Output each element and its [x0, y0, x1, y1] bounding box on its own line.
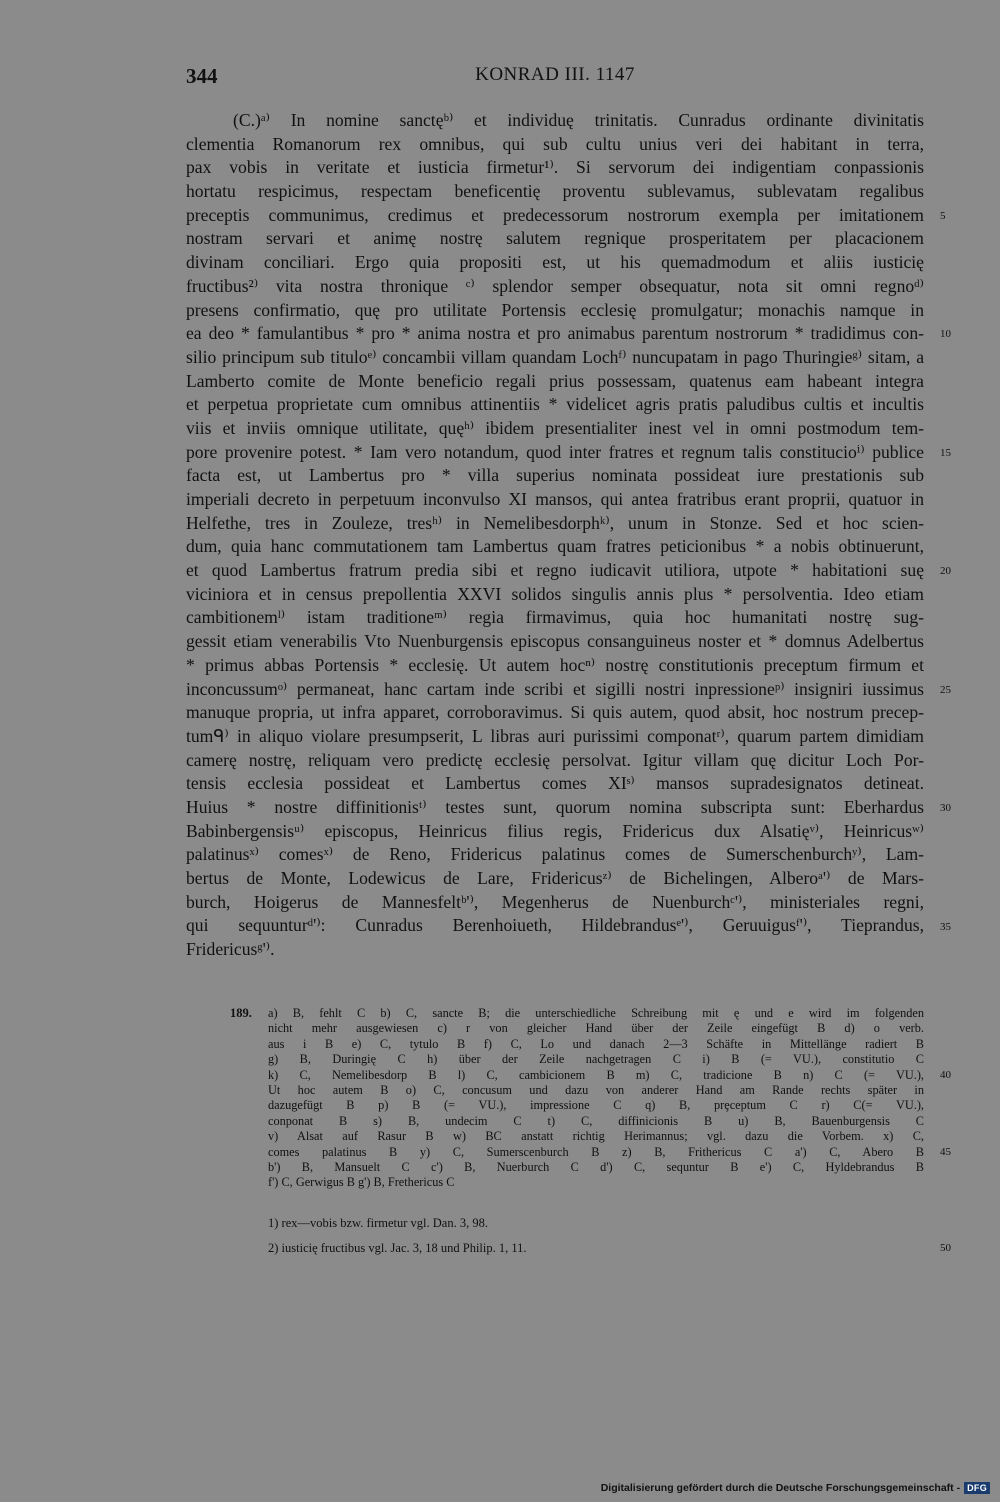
page-header	[186, 64, 924, 88]
apparatus-line: conponat B s) B, undecim C t) C, diffinicionis B u) B, Bauenburgensis C	[268, 1113, 924, 1128]
text-line: fructibus²⁾ vita nostra thronique ᶜ⁾ splendor semper obsequatur, nota sit omni regnoᵈ⁾	[186, 275, 924, 296]
footnote-line-number: 50	[940, 1242, 951, 1254]
text-line: camerę nostrę, reliquam vero predictę ecclesię persolvat. Igitur villam quę dicitur Loch Por-	[186, 749, 924, 770]
apparatus-line: f') C, Gerwigus B g') B, Frethericus C	[268, 1175, 455, 1190]
apparatus-line: comes palatinus B y) C, Sumerscenburch B z) B, Frithericus C a') C, Abero B	[268, 1144, 924, 1159]
charter-text	[186, 109, 924, 962]
text-line: pax vobis in veritate et iusticia firmetur¹⁾. Si servorum dei indigentiam conpassionis	[186, 157, 924, 178]
text-line: burch, Hoigerus de Mannesfeltᵇ'⁾, Megenherus de Nuenburchᶜ'⁾, ministeriales regni,	[186, 891, 924, 912]
credit-text: Digitalisierung gefördert durch die Deutsche Forschungsgemeinschaft -	[600, 1482, 961, 1494]
line-number: 25	[940, 683, 951, 696]
text-line: viis et inviis omnique utilitate, quęʰ⁾ ibidem presentialiter inest vel in omni postmodum tem-	[186, 417, 924, 438]
apparatus-line: g) B, Duringię C h) über der Zeile nachgetragen C i) B (= VU.), constitutio C	[268, 1052, 924, 1067]
critical-apparatus	[268, 1006, 924, 1191]
text-line: pore provenire potest. * Iam vero notandum, quod inter fratres et regnum talis constitucioⁱ⁾ publice	[186, 441, 924, 462]
text-line: tumᑫ⁾ in aliquo violare presumpserit, L libras auri purissimi componatʳ⁾, quarum partem dimidiam	[186, 725, 924, 746]
line-number: 35	[940, 920, 951, 933]
text-line: inconcussumᵒ⁾ permaneat, hanc cartam inde scribi et sigilli nostri inpressioneᵖ⁾ insigniri iussimus	[186, 678, 924, 699]
text-line: dum, quia hanc commutationem tam Lambertus quam fratres peticionibus * a nobis obtinuerunt,	[186, 536, 924, 557]
apparatus-line: dazugefügt B p) B (= VU.), impressione C q) B, prȩceptum C r) C(= VU.),	[268, 1098, 924, 1113]
text-line: et perpetua proprietate cum omnibus attinentiis * videlicet agris pratis paludibus cultis et incultis	[186, 394, 924, 415]
text-line: silio principum sub tituloᵉ⁾ concambii villam quandam Lochᶠ⁾ nuncupatam in pago Thuringieᵍ⁾ sitam, a	[186, 346, 924, 367]
line-number: 5	[940, 209, 946, 222]
text-line: qui sequunturᵈ'⁾: Cunradus Berenhoiueth, Hildebrandusᵉ'⁾, Geruuigusᶠ'⁾, Tieprandus,	[186, 915, 924, 936]
text-line: Fridericusᵍ'⁾.	[186, 939, 275, 960]
apparatus-line: a) B, fehlt C b) C, sancte B; die unterschiedliche Schreibung mit ę und e wird im folgenden	[268, 1006, 924, 1020]
apparatus-line: nicht mehr ausgewiesen c) r von gleicher Hand über der Zeile eingefügt B d) o verb.	[268, 1021, 924, 1036]
line-number: 20	[940, 565, 951, 578]
footnote-2: 2) iusticię fructibus vgl. Jac. 3, 18 und Philip. 1, 11.	[268, 1241, 527, 1255]
text-line: et quod Lambertus fratrum predia sibi et regno iudicavit utiliora, utpote * habitationi suę	[186, 560, 924, 581]
apparatus-line: aus i B e) C, tytulo B f) C, Lo und danach 2—3 Schäfte in Mittellänge radiert B	[268, 1036, 924, 1051]
text-line: nostram servari et animę nostrę salutem regnique prosperitatem per placacionem	[186, 228, 924, 249]
apparatus-line: k) C, Nemelibesdorp B l) C, cambicionem B m) C, tradicione B n) C (= VU.),	[268, 1067, 924, 1082]
text-line: gessit etiam venerabilis Vto Nuenburgensis episcopus consanguineus noster et * domnus Adelbertus	[186, 631, 924, 652]
text-line: viciniora et in census prepollentia XXVI solidos singulis annis plus * persolventia. Ideo etiam	[186, 583, 924, 604]
text-line: * primus abbas Portensis * ecclesię. Ut autem hocⁿ⁾ nostrę constitutionis preceptum firmum et	[186, 654, 924, 675]
page-number: 344	[186, 64, 218, 88]
text-line: Babinbergensisᵘ⁾ episcopus, Heinricus filius regis, Fridericus dux Alsatięᵛ⁾, Heinricusʷ⁾	[186, 820, 924, 841]
line-number: 10	[940, 328, 951, 341]
apparatus-line: v) Alsat auf Rasur B w) BC anstatt richtig Herimannus; vgl. dazu die Vorbem. x) C,	[268, 1129, 924, 1144]
apparatus-line-number: 45	[940, 1145, 951, 1158]
footer-credit	[601, 1482, 990, 1494]
text-line: facta est, ut Lambertus pro * villa superius nominata possideat iure prestationis sub	[186, 465, 924, 486]
text-line: ea deo * famulantibus * pro * anima nostra et pro animabus parentum nostrorum * tradidimus con-	[186, 323, 924, 344]
text-line: Huius * nostre diffinitionisᵗ⁾ testes sunt, quorum nomina subscripta sunt: Eberhardus	[186, 796, 924, 817]
text-line: preceptis communimus, credimus et predecessorum nostrorum exempla per imitationem	[186, 204, 924, 225]
text-line: (C.)ᵃ⁾ In nomine sanctęᵇ⁾ et individuę trinitatis. Cunradus ordinante divinitatis	[233, 110, 924, 130]
text-line: Helfethe, tres in Zouleze, tresʰ⁾ in Nemelibesdorphᵏ⁾, unum in Stonze. Sed et hoc scien-	[186, 512, 924, 533]
apparatus-line: Ut hoc autem B o) C, concusum und dazu von anderer Hand am Rande rechts später in	[268, 1082, 924, 1097]
text-line: imperiali decreto in perpetuum inconvulso XI mansos, qui antea fratribus erant proprii, quatuor in	[186, 489, 924, 509]
line-number: 30	[940, 802, 951, 815]
text-line: divinam conciliari. Ergo quia propositi est, ut his quemadmodum et aliis iusticię	[186, 252, 924, 273]
apparatus-line-number: 40	[940, 1068, 951, 1081]
text-line: tensis ecclesia possideat et Lambertus comes XIˢ⁾ mansos supradesignatos detineat.	[186, 773, 924, 794]
text-line: hortatu respicimus, respectam beneficentię proventu sublevamus, sublevatam regalibus	[186, 181, 924, 202]
text-line: manuque propria, ut infra apparet, corroboravimus. Si quis autem, quod absit, hoc nostrum precep-	[186, 702, 924, 723]
text-line: presens confirmatio, quę pro utilitate Portensis ecclesię promulgatur; monachis namque in	[186, 299, 924, 320]
document-number: 189.	[230, 1006, 252, 1020]
text-line: cambitionemˡ⁾ istam traditioneᵐ⁾ regia firmavimus, quia hoc humanitati nostrę sug-	[186, 607, 924, 628]
running-title: KONRAD III. 1147	[475, 64, 635, 85]
text-line: Lamberto comite de Monte beneficio regali prius possessam, quatenus eam habeant integra	[186, 370, 924, 391]
text-line: bertus de Monte, Lodewicus de Lare, Fridericusᶻ⁾ de Bichelingen, Alberoᵃ'⁾ de Mars-	[186, 868, 924, 888]
line-number: 15	[940, 446, 951, 459]
apparatus-line: b') B, Mansuelt C c') B, Nuerburch C d') C, sequntur B e') C, Hyldebrandus B	[268, 1159, 924, 1174]
text-line: clementia Romanorum rex omnibus, qui sub cultu unius veri dei habitant in terra,	[186, 133, 924, 154]
dfg-logo: DFG	[964, 1482, 990, 1494]
text-line: palatinusˣ⁾ comesˣ⁾ de Reno, Fridericus palatinus comes de Sumerschenburchʸ⁾, Lam-	[186, 844, 924, 865]
footnote-1: 1) rex—vobis bzw. firmetur vgl. Dan. 3, 98.	[268, 1216, 488, 1230]
